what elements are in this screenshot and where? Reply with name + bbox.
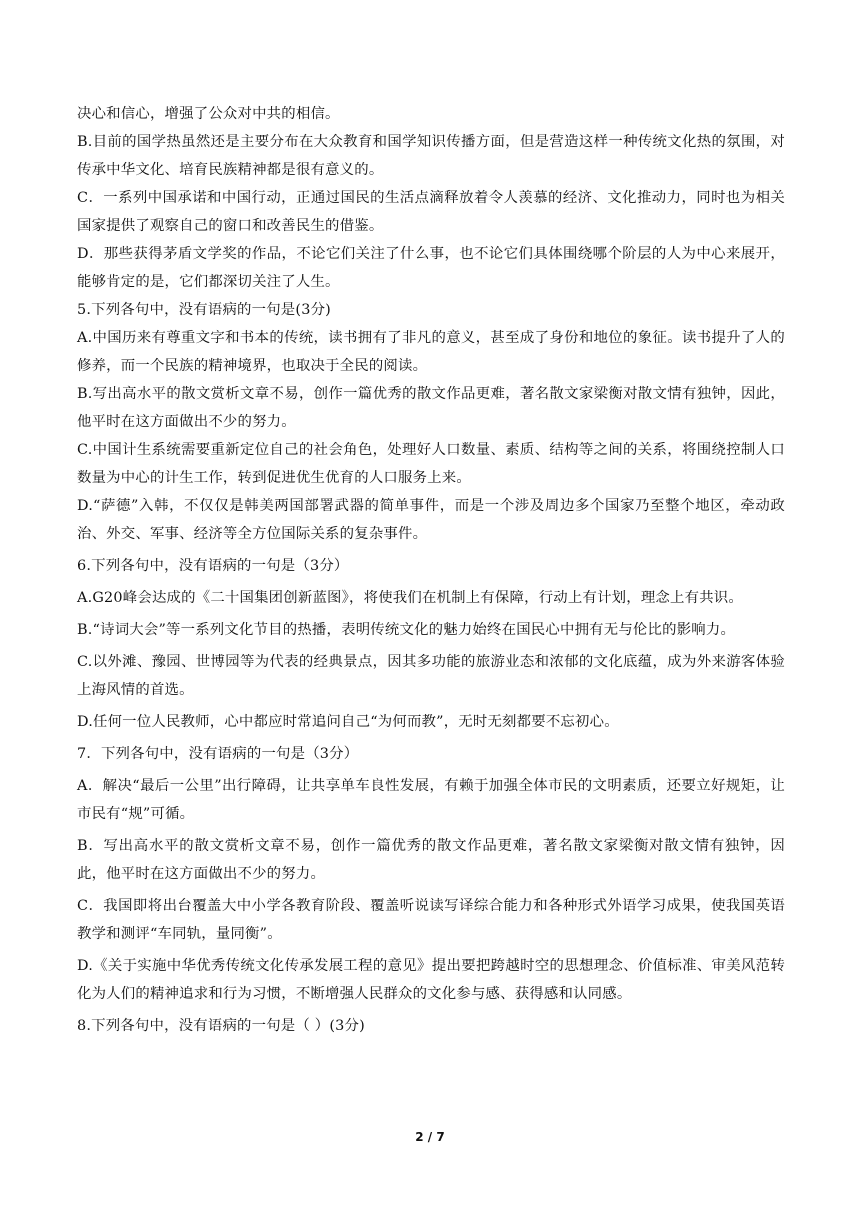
paragraph: C.以外滩、豫园、世博园等为代表的经典景点，因其多功能的旅游业态和浓郁的文化底蕴，成为外来游客体验上海风情的首选。 bbox=[77, 654, 785, 698]
paragraph: B.“诗词大会”等一系列文化节目的热播，表明传统文化的魅力始终在国民心中拥有无与伦比的影响力。 bbox=[77, 622, 736, 638]
question-stem: 6.下列各句中，没有语病的一句是（3分） bbox=[77, 558, 349, 574]
paragraph: A.G20峰会达成的《二十国集团创新蓝图》，将使我们在机制上有保障，行动上有计划，理念上有共识。 bbox=[77, 590, 743, 606]
document-body bbox=[77, 100, 785, 1040]
paragraph: 决心和信心，增强了公众对中共的相信。 bbox=[77, 106, 340, 122]
paragraph: D.“萨德”入韩，不仅仅是韩美两国部署武器的简单事件，而是一个涉及周边多个国家乃至整个地区，牵动政治、外交、军事、经济等全方位国际关系的复杂事件。 bbox=[77, 498, 785, 542]
question-stem: 8.下列各句中，没有语病的一句是（ ）(3分) bbox=[77, 1018, 365, 1034]
paragraph: C．我国即将出台覆盖大中小学各教育阶段、覆盖听说读写译综合能力和各种形式外语学习成果，使我国英语教学和测评“车同轨，量同衡”。 bbox=[77, 898, 785, 942]
paragraph: A．解决“最后一公里”出行障碍，让共享单车良性发展，有赖于加强全体市民的文明素质，还要立好规矩，让市民有“规”可循。 bbox=[77, 778, 785, 822]
paragraph: B.写出高水平的散文赏析文章不易，创作一篇优秀的散文作品更难，著名散文家梁衡对散文情有独钟，因此，他平时在这方面做出不少的努力。 bbox=[77, 386, 785, 430]
paragraph: B.目前的国学热虽然还是主要分布在大众教育和国学知识传播方面，但是营造这样一种传统文化热的氛围，对传承中华文化、培育民族精神都是很有意义的。 bbox=[77, 134, 785, 178]
paragraph: C．一系列中国承诺和中国行动，正通过国民的生活点滴释放着令人羡慕的经济、文化推动力，同时也为相关国家提供了观察自己的窗口和改善民生的借鉴。 bbox=[77, 190, 785, 234]
question-stem: 7．下列各句中，没有语病的一句是（3分） bbox=[77, 746, 359, 762]
page-number: 2 / 7 bbox=[415, 1130, 445, 1144]
paragraph: D.任何一位人民教师，心中都应时常追问自己“为何而教”，无时无刻都要不忘初心。 bbox=[77, 714, 619, 730]
paragraph: D.《关于实施中华优秀传统文化传承发展工程的意见》提出要把跨越时空的思想理念、价值标准、审美风范转化为人们的精神追求和行为习惯，不断增强人民群众的文化参与感、获得感和认同感。 bbox=[77, 958, 785, 1002]
paragraph: C.中国计生系统需要重新定位自己的社会角色，处理好人口数量、素质、结构等之间的关系，将围绕控制人口数量为中心的计生工作，转到促进优生优育的人口服务上来。 bbox=[77, 442, 785, 486]
paragraph: D．那些获得茅盾文学奖的作品，不论它们关注了什么事，也不论它们具体围绕哪个阶层的人为中心来展开，能够肯定的是，它们都深切关注了人生。 bbox=[77, 246, 785, 290]
question-stem: 5.下列各句中，没有语病的一句是(3分) bbox=[77, 302, 331, 318]
paragraph: A.中国历来有尊重文字和书本的传统，读书拥有了非凡的意义，甚至成了身份和地位的象征。读书提升了人的修养，而一个民族的精神境界，也取决于全民的阅读。 bbox=[77, 330, 785, 374]
paragraph: B．写出高水平的散文赏析文章不易，创作一篇优秀的散文作品更难，著名散文家梁衡对散文情有独钟，因此，他平时在这方面做出不少的努力。 bbox=[77, 838, 785, 882]
